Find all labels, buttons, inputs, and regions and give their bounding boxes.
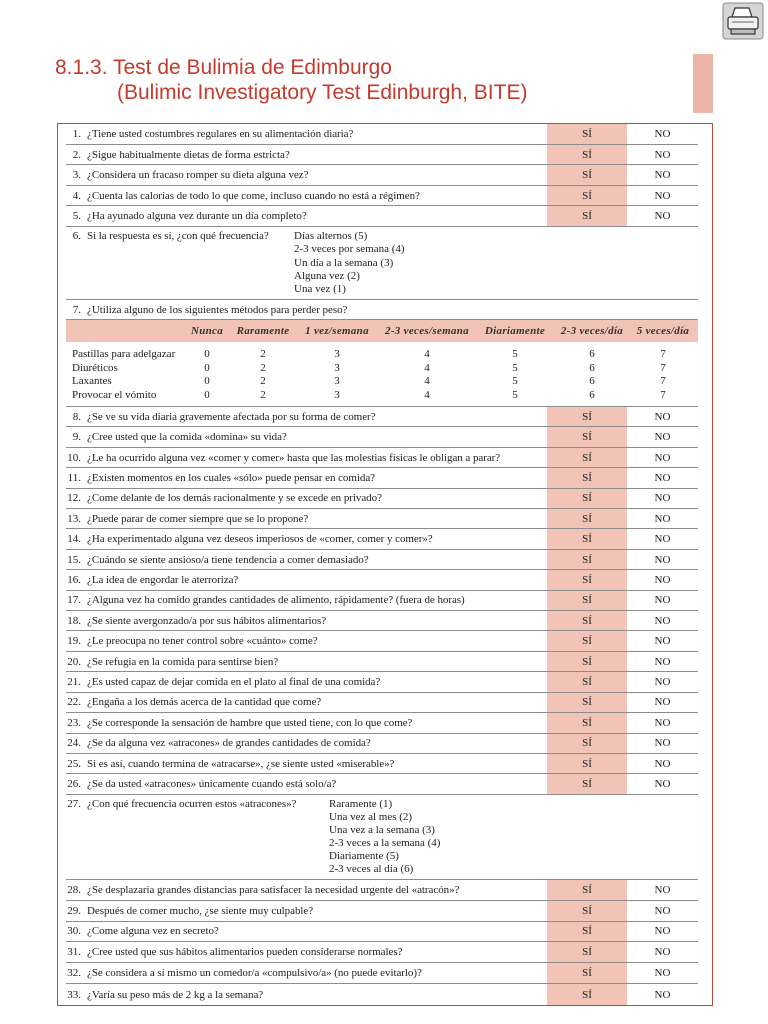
question-cell xyxy=(66,922,547,942)
question-text: ¿Se da usted «atracones» únicamente cuando está solo/a? xyxy=(87,778,337,791)
question-cell xyxy=(66,880,547,900)
printer-icon[interactable] xyxy=(722,2,764,40)
method-label: Provocar el vómito xyxy=(72,388,157,401)
answer-no[interactable]: NO xyxy=(654,128,671,140)
question-number: 28. xyxy=(67,883,81,896)
answer-yes[interactable]: SÍ xyxy=(547,468,627,487)
question-row xyxy=(66,652,698,672)
question-text: ¿Se refugia en la comida para sentirse bien? xyxy=(87,655,279,668)
question-number: 16. xyxy=(67,573,81,586)
methods-column-header: 2-3 veces/día xyxy=(560,325,624,337)
question-text: ¿Engaña a los demás acerca de la cantidad que come? xyxy=(87,696,322,709)
question-number: 3. xyxy=(72,169,81,181)
answer-no[interactable]: NO xyxy=(654,946,671,959)
method-score[interactable]: 3 xyxy=(334,375,340,387)
question-row xyxy=(66,591,698,611)
question-cell xyxy=(66,206,547,226)
question-cell xyxy=(66,509,547,528)
question-row xyxy=(66,922,698,943)
question-row xyxy=(66,407,698,427)
methods-column-header: 5 veces/día xyxy=(636,325,690,337)
question-text: ¿Existen momentos en los cuales «sólo» puede pensar en comida? xyxy=(87,471,376,484)
question-row xyxy=(66,165,698,186)
answer-yes[interactable]: SÍ xyxy=(547,963,627,983)
answer-yes[interactable]: SÍ xyxy=(547,509,627,528)
question-text: ¿Le ha ocurrido alguna vez «comer y comer» hasta que las molestias físicas le obligan a parar? xyxy=(87,451,501,464)
methods-column-header: Raramente xyxy=(236,325,290,337)
answer-no[interactable]: NO xyxy=(654,431,671,444)
question-row xyxy=(66,124,698,145)
question-row xyxy=(66,880,698,901)
question-number: 12. xyxy=(67,492,81,505)
question-row xyxy=(66,509,698,529)
frequency-option[interactable]: Alguna vez (2) xyxy=(294,269,360,282)
frequency-option[interactable]: Una vez (1) xyxy=(294,283,346,295)
answer-no[interactable]: NO xyxy=(654,675,671,688)
question-text: ¿Cree usted que la comida «domina» su vida? xyxy=(87,431,287,444)
question-cell xyxy=(66,631,547,650)
question-number: 24. xyxy=(67,737,81,750)
answer-no[interactable]: NO xyxy=(654,737,671,750)
answer-no[interactable]: NO xyxy=(654,492,671,505)
question-text: ¿Varía su peso más de 2 kg a la semana? xyxy=(87,988,264,1001)
method-score[interactable]: 5 xyxy=(512,375,518,387)
question-text: ¿Considera un fracaso romper su dieta alguna vez? xyxy=(87,169,309,181)
question-cell xyxy=(66,591,547,610)
question-row xyxy=(66,186,698,206)
question-row xyxy=(66,693,698,713)
question-cell xyxy=(66,901,547,921)
question-text: ¿Sigue habitualmente dietas de forma estricta? xyxy=(87,148,290,161)
answer-no[interactable]: NO xyxy=(654,512,671,525)
answer-no[interactable]: NO xyxy=(654,573,671,586)
answer-yes[interactable]: SÍ xyxy=(547,652,627,671)
question-number: 14. xyxy=(67,533,81,546)
method-score[interactable]: 6 xyxy=(589,361,595,374)
question-cell xyxy=(66,124,547,144)
answer-yes[interactable]: SÍ xyxy=(547,186,627,205)
question-text: Si es así, cuando termina de «atracarse», ¿se siente usted «miserable»? xyxy=(87,757,395,770)
question-text: ¿Alguna vez ha comido grandes cantidades de alimento, rápidamente? (fuera de horas) xyxy=(87,594,465,607)
method-score[interactable]: 7 xyxy=(660,388,666,401)
question-cell xyxy=(66,942,547,962)
method-score[interactable]: 0 xyxy=(204,388,210,401)
answer-no[interactable]: NO xyxy=(654,716,671,729)
answer-no[interactable]: NO xyxy=(654,169,671,181)
method-label: Laxantes xyxy=(72,375,112,387)
question-cell xyxy=(66,734,547,753)
question-cell xyxy=(66,754,547,773)
question-text: ¿Es usted capaz de dejar comida en el plato al final de una comida? xyxy=(87,675,381,688)
question-text: ¿Tiene usted costumbres regulares en su alimentación diaria? xyxy=(87,128,354,140)
method-score[interactable]: 3 xyxy=(334,348,340,360)
frequency-options xyxy=(294,230,405,296)
question-cell xyxy=(66,570,547,589)
question-text: Después de comer mucho, ¿se siente muy culpable? xyxy=(87,904,314,917)
answer-yes[interactable]: SÍ xyxy=(547,734,627,753)
answer-yes[interactable]: SÍ xyxy=(547,611,627,630)
question-number: 9. xyxy=(72,431,81,444)
question-text: ¿Con qué frecuencia ocurren estos «atracones»? xyxy=(87,797,297,810)
frequency-option[interactable]: Una vez a la semana (3) xyxy=(329,823,435,836)
question-number: 31. xyxy=(67,946,81,959)
answer-yes[interactable]: SÍ xyxy=(547,165,627,185)
question-cell xyxy=(66,550,547,569)
answer-yes[interactable]: SÍ xyxy=(547,693,627,712)
answer-yes[interactable]: SÍ xyxy=(547,407,627,426)
question-row xyxy=(66,550,698,570)
question-row xyxy=(66,468,698,488)
question-row-methods xyxy=(66,300,698,320)
question-number: 32. xyxy=(67,967,81,980)
answer-no[interactable]: NO xyxy=(654,594,671,607)
question-number: 11. xyxy=(67,471,81,484)
question-text: ¿Come alguna vez en secreto? xyxy=(87,925,219,938)
question-row xyxy=(66,774,698,794)
frequency-option[interactable]: 2-3 veces a la semana (4) xyxy=(329,836,441,849)
bite-questionnaire-table xyxy=(57,123,713,1006)
question-number: 2. xyxy=(72,148,81,161)
question-number: 29. xyxy=(67,904,81,917)
method-score[interactable]: 4 xyxy=(424,348,430,360)
question-number: 15. xyxy=(67,553,81,566)
answer-no[interactable]: NO xyxy=(654,778,671,791)
method-row xyxy=(66,362,698,376)
answer-yes[interactable]: SÍ xyxy=(547,550,627,569)
frequency-option[interactable]: Raramente (1) xyxy=(329,797,393,810)
method-score[interactable]: 2 xyxy=(260,388,266,401)
method-score[interactable]: 3 xyxy=(334,361,340,374)
question-row xyxy=(66,570,698,590)
answer-no[interactable]: NO xyxy=(654,655,671,668)
methods-block xyxy=(66,342,698,407)
question-text: ¿Se siente avergonzado/a por sus hábitos alimentarios? xyxy=(87,614,327,627)
answer-yes[interactable]: SÍ xyxy=(547,631,627,650)
answer-no[interactable]: NO xyxy=(654,553,671,566)
question-number: 13. xyxy=(67,512,81,525)
question-number: 21. xyxy=(67,675,81,688)
answer-yes[interactable]: SÍ xyxy=(547,713,627,732)
answer-yes[interactable]: SÍ xyxy=(547,591,627,610)
question-text: ¿Se corresponde la sensación de hambre que usted tiene, con lo que come? xyxy=(87,716,413,729)
answer-no[interactable]: NO xyxy=(654,696,671,709)
question-cell xyxy=(66,652,547,671)
method-row xyxy=(66,375,698,389)
question-text: ¿Le preocupa no tener control sobre «cuánto» come? xyxy=(87,635,318,648)
question-row xyxy=(66,672,698,692)
methods-column-header: 1 vez/semana xyxy=(305,325,369,337)
frequency-option[interactable]: Un día a la semana (3) xyxy=(294,256,394,269)
question-row xyxy=(66,145,698,165)
answer-yes[interactable]: SÍ xyxy=(547,922,627,942)
question-text: ¿Come delante de los demás racionalmente y se excede en privado? xyxy=(87,492,382,505)
question-cell xyxy=(66,407,547,426)
question-cell xyxy=(66,186,547,205)
question-number: 25. xyxy=(67,757,81,770)
method-score[interactable]: 5 xyxy=(512,361,518,374)
question-cell xyxy=(66,489,547,508)
question-number: 17. xyxy=(67,594,81,607)
answer-no[interactable]: NO xyxy=(654,210,671,222)
frequency-option[interactable]: Días alternos (5) xyxy=(294,230,368,242)
question-text: ¿La idea de engordar le aterroriza? xyxy=(87,573,239,586)
answer-yes[interactable]: SÍ xyxy=(547,880,627,900)
question-row xyxy=(66,901,698,922)
question-row xyxy=(66,631,698,651)
question-number: 19. xyxy=(67,635,81,648)
answer-yes[interactable]: SÍ xyxy=(547,774,627,793)
question-cell xyxy=(66,448,547,467)
question-number: 23. xyxy=(67,716,81,729)
question-text: ¿Cuándo se siente ansioso/a tiene tendencia a comer demasiado? xyxy=(87,553,369,566)
method-score[interactable]: 0 xyxy=(204,375,210,387)
question-text: ¿Se da alguna vez «atracones» de grandes cantidades de comida? xyxy=(87,737,371,750)
question-cell xyxy=(66,672,547,691)
answer-yes[interactable]: SÍ xyxy=(547,570,627,589)
method-score[interactable]: 7 xyxy=(660,348,666,360)
question-row-frequency xyxy=(66,227,698,300)
answer-no[interactable]: NO xyxy=(654,904,671,917)
answer-no[interactable]: NO xyxy=(654,533,671,546)
question-text: ¿Se considera a sí mismo un comedor/a «compulsivo/a» (no puede evitarlo)? xyxy=(87,967,422,980)
answer-no[interactable]: NO xyxy=(654,988,671,1001)
methods-column-header: Diariamente xyxy=(484,325,546,337)
method-score[interactable]: 6 xyxy=(589,375,595,387)
question-row xyxy=(66,206,698,227)
question-row xyxy=(66,611,698,631)
question-row-frequency xyxy=(66,795,698,880)
question-number: 30. xyxy=(67,925,81,938)
question-text: ¿Puede parar de comer siempre que se lo propone? xyxy=(87,512,309,525)
question-cell xyxy=(66,611,547,630)
question-cell xyxy=(66,300,698,319)
question-cell xyxy=(66,529,547,548)
answer-yes[interactable]: SÍ xyxy=(547,124,627,144)
question-cell xyxy=(66,427,547,446)
question-cell xyxy=(66,468,547,487)
method-score[interactable]: 0 xyxy=(204,361,210,374)
answer-no[interactable]: NO xyxy=(654,451,671,464)
question-text: ¿Cuenta las calorías de todo lo que come, incluso cuando no está a régimen? xyxy=(87,189,420,202)
method-score[interactable]: 0 xyxy=(204,348,210,360)
method-score[interactable]: 4 xyxy=(424,375,430,387)
question-number: 10. xyxy=(67,451,81,464)
method-label: Diuréticos xyxy=(72,361,118,374)
question-text: ¿Utiliza alguno de los siguientes métodos para perder peso? xyxy=(87,303,348,316)
question-row xyxy=(66,754,698,774)
question-number: 7. xyxy=(72,303,81,316)
question-number: 4. xyxy=(72,189,81,202)
question-row xyxy=(66,489,698,509)
question-number: 33. xyxy=(67,988,81,1001)
question-number: 26. xyxy=(67,778,81,791)
methods-column-header: Nunca xyxy=(190,325,224,337)
answer-yes[interactable]: SÍ xyxy=(547,448,627,467)
method-score[interactable]: 2 xyxy=(260,375,266,387)
answer-no[interactable]: NO xyxy=(654,471,671,484)
method-score[interactable]: 4 xyxy=(424,388,430,401)
question-number: 6. xyxy=(72,230,81,242)
question-text: Si la respuesta es sí, ¿con qué frecuencia? xyxy=(87,230,269,242)
answer-yes[interactable]: SÍ xyxy=(547,145,627,164)
method-score[interactable]: 6 xyxy=(589,348,595,360)
question-text: ¿Ha experimentado alguna vez deseos imperiosos de «comer, comer y comer»? xyxy=(87,533,433,546)
question-cell xyxy=(66,713,547,732)
question-row xyxy=(66,984,698,1005)
answer-no[interactable]: NO xyxy=(654,925,671,938)
question-cell xyxy=(66,963,547,983)
question-cell xyxy=(66,774,547,793)
frequency-option[interactable]: 2-3 veces por semana (4) xyxy=(294,243,405,256)
question-row xyxy=(66,448,698,468)
question-cell xyxy=(66,984,547,1005)
method-score[interactable]: 7 xyxy=(660,375,666,387)
frequency-option[interactable]: Diariamente (5) xyxy=(329,849,399,862)
methods-column-header: 2-3 veces/semana xyxy=(385,325,469,337)
question-row xyxy=(66,734,698,754)
answer-yes[interactable]: SÍ xyxy=(547,206,627,226)
method-row xyxy=(66,389,698,403)
answer-no[interactable]: NO xyxy=(654,614,671,627)
answer-yes[interactable]: SÍ xyxy=(547,901,627,921)
method-row xyxy=(66,348,698,362)
method-score[interactable]: 5 xyxy=(512,388,518,401)
question-number: 5. xyxy=(72,210,81,222)
question-text: ¿Se desplazaría grandes distancias para satisfacer la necesidad urgente del «atracón»? xyxy=(87,883,460,896)
section-tab-marker xyxy=(693,54,713,113)
answer-yes[interactable]: SÍ xyxy=(547,942,627,962)
question-cell xyxy=(66,165,547,185)
question-cell xyxy=(66,693,547,712)
methods-header xyxy=(66,320,698,342)
method-label: Pastillas para adelgazar xyxy=(72,348,176,360)
method-score[interactable]: 5 xyxy=(512,348,518,360)
question-row xyxy=(66,942,698,963)
question-cell xyxy=(66,145,547,164)
answer-no[interactable]: NO xyxy=(654,883,671,896)
question-row xyxy=(66,529,698,549)
page-subtitle: (Bulimic Investigatory Test Edinburgh, BITE) xyxy=(117,81,528,104)
question-row xyxy=(66,713,698,733)
answer-no[interactable]: NO xyxy=(654,635,671,648)
answer-yes[interactable]: SÍ xyxy=(547,672,627,691)
question-text: ¿Cree usted que sus hábitos alimentarios pueden considerarse normales? xyxy=(87,946,403,959)
answer-yes[interactable]: SÍ xyxy=(547,984,627,1005)
answer-yes[interactable]: SÍ xyxy=(547,529,627,548)
question-number: 20. xyxy=(67,655,81,668)
answer-yes[interactable]: SÍ xyxy=(547,427,627,446)
answer-no[interactable]: NO xyxy=(654,757,671,770)
answer-yes[interactable]: SÍ xyxy=(547,489,627,508)
page-title: 8.1.3. Test de Bulimia de Edimburgo xyxy=(55,56,392,79)
question-number: 27. xyxy=(67,797,81,810)
answer-no[interactable]: NO xyxy=(654,148,671,161)
method-score[interactable]: 3 xyxy=(334,388,340,401)
question-row xyxy=(66,427,698,447)
question-text: ¿Ha ayunado alguna vez durante un día completo? xyxy=(87,210,307,222)
method-score[interactable]: 7 xyxy=(660,361,666,374)
answer-no[interactable]: NO xyxy=(654,967,671,980)
answer-no[interactable]: NO xyxy=(654,189,671,202)
frequency-option[interactable]: Una vez al mes (2) xyxy=(329,810,413,823)
frequency-options xyxy=(329,798,440,876)
question-row xyxy=(66,963,698,984)
question-number: 1. xyxy=(72,128,81,140)
method-score[interactable]: 2 xyxy=(260,348,266,360)
frequency-option[interactable]: 2-3 veces al día (6) xyxy=(329,862,414,875)
question-number: 8. xyxy=(72,410,81,423)
question-number: 18. xyxy=(67,614,81,627)
answer-no[interactable]: NO xyxy=(654,410,671,423)
question-text: ¿Se ve su vida diaria gravemente afectada por su forma de comer? xyxy=(87,410,376,423)
answer-yes[interactable]: SÍ xyxy=(547,754,627,773)
method-score[interactable]: 6 xyxy=(589,388,595,401)
method-score[interactable]: 2 xyxy=(260,361,266,374)
question-number: 22. xyxy=(67,696,81,709)
method-score[interactable]: 4 xyxy=(424,361,430,374)
